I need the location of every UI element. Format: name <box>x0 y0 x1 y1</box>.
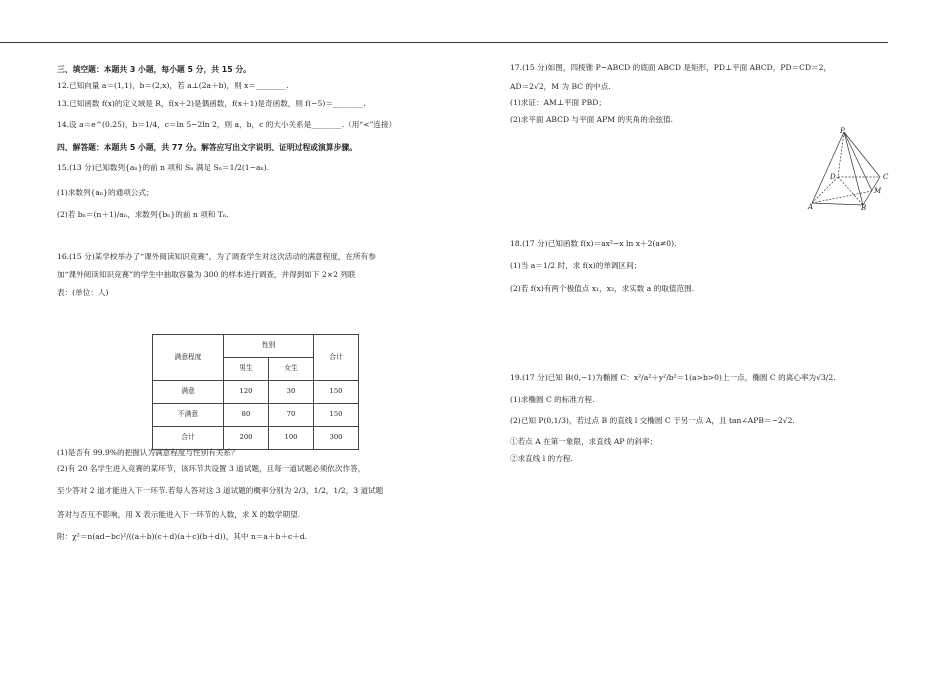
header-rule <box>0 42 888 43</box>
table-cell: 300 <box>314 427 359 450</box>
question-13: 13.已知函数 f(x)的定义域是 R，f(x＋2)是偶函数，f(x＋1)是奇函数，则 f(−5)＝________. <box>57 99 366 108</box>
pyramid-figure <box>808 127 895 212</box>
table-row <box>153 427 359 450</box>
label-P: P <box>840 127 845 135</box>
table-header-degree: 满意程度 <box>153 335 224 381</box>
question-18-part-2: (2)若 f(x)有两个极值点 x₁，x₂，求实数 a 的取值范围. <box>510 284 695 293</box>
table-row <box>153 381 359 404</box>
question-17-part-2: (2)求平面 ABCD 与平面 APM 的夹角的余弦值. <box>510 115 674 124</box>
table-cell: 80 <box>224 404 269 427</box>
table-cell: 150 <box>314 381 359 404</box>
question-17-line-1: 17.(15 分)如图，四棱锥 P−ABCD 的底面 ABCD 是矩形，PD⊥平面 ABCD，PD＝CD＝2， <box>510 63 832 72</box>
table-cell: 合计 <box>153 427 224 450</box>
chi-square-formula: 附：χ²＝n(ad−bc)²/((a＋b)(c＋d)(a＋c)(b＋d))，其中 n＝a＋b＋c＋d. <box>57 532 308 541</box>
table-cell: 满意 <box>153 381 224 404</box>
table-cell: 120 <box>224 381 269 404</box>
question-16-part-1: (1)是否有 99.9%的把握认为满意程度与性别有关系？ <box>57 448 239 457</box>
table-cell: 200 <box>224 427 269 450</box>
question-16-line-1: 16.(15 分)某学校举办了“课外阅读知识竞赛”，为了调查学生对这次活动的满意程度，在所有参 <box>57 252 376 261</box>
section-3-heading: 三、填空题：本题共 3 小题，每小题 5 分，共 15 分。 <box>57 65 251 74</box>
table-header-female: 女生 <box>269 358 314 381</box>
question-19-part-2a: ①若点 A 在第一象限，求直线 AP 的斜率； <box>510 437 658 446</box>
label-B: B <box>861 204 867 212</box>
question-17-part-1: (1)求证：AM⊥平面 PBD； <box>510 98 606 107</box>
question-19-part-1: (1)求椭圆 C 的标准方程. <box>510 395 595 404</box>
question-16-part-2-line-3: 答对与否互不影响，用 X 表示能进入下一环节的人数，求 X 的数学期望. <box>57 510 301 519</box>
table-cell: 150 <box>314 404 359 427</box>
question-18-part-1: (1)当 a＝1/2 时，求 f(x)的单调区间； <box>510 261 642 270</box>
table-cell: 100 <box>269 427 314 450</box>
question-16-part-2-line-2: 至少答对 2 道才能进入下一环节.若每人答对这 3 道试题的概率分别为 2/3，1/2，1/2，3 道试题 <box>57 486 384 495</box>
question-12: 12.已知向量 a＝(1,1)，b＝(2,x)，若 a⊥(2a＋b)，则 x＝________. <box>57 81 289 90</box>
label-M: M <box>874 187 882 195</box>
question-15: 15.(13 分)已知数列{aₙ}的前 n 项和 Sₙ 满足 Sₙ＝1/2(1−aₙ). <box>57 163 270 172</box>
label-A: A <box>808 203 814 211</box>
contingency-table <box>152 334 359 450</box>
question-19: 19.(17 分)已知 B(0,−1)为椭圆 C：x²/a²＋y²/b²＝1(a>b>0)上一点，椭圆 C 的离心率为√3/2. <box>510 373 836 382</box>
question-15-part-2: (2)若 bₙ＝(n＋1)/aₙ，求数列{bₙ}的前 n 项和 Tₙ. <box>57 210 229 219</box>
label-C: C <box>883 173 889 181</box>
question-19-part-2: (2)已知 P(0,1/3)，若过点 B 的直线 l 交椭圆 C 于另一点 A，且 tan∠APB＝−2√2. <box>510 416 795 425</box>
table-header-male: 男生 <box>224 358 269 381</box>
question-15-part-1: (1)求数列{aₙ}的通项公式； <box>57 188 154 197</box>
section-4-heading: 四、解答题：本题共 5 小题，共 77 分。解答应写出文字说明、证明过程或演算步骤。 <box>57 143 358 152</box>
table-cell: 不满意 <box>153 404 224 427</box>
table-header-total: 合计 <box>314 335 359 381</box>
question-16-part-2-line-1: (2)有 20 名学生进入竞赛的某环节，该环节共设置 3 道试题，且每一道试题必须依次作答， <box>57 464 366 473</box>
question-17-line-2: AD＝2√2，M 为 BC 的中点. <box>510 82 611 91</box>
table-cell: 30 <box>269 381 314 404</box>
table-cell: 70 <box>269 404 314 427</box>
question-18: 18.(17 分)已知函数 f(x)＝ax²−x ln x＋2(a≠0). <box>510 239 677 248</box>
table-row <box>153 404 359 427</box>
label-D: D <box>830 173 836 181</box>
table-header-gender: 性别 <box>224 335 314 358</box>
question-16-line-2: 加“课外阅读知识竞赛”的学生中抽取容量为 300 的样本进行调查，并得到如下 2×2 列联 <box>57 270 356 279</box>
question-19-part-2b: ②求直线 l 的方程. <box>510 454 573 463</box>
question-16-line-3: 表：(单位：人) <box>57 288 109 297</box>
question-14: 14.设 a＝e^(0.25)，b＝1/4，c＝ln 5−2ln 2，则 a，b，c 的大小关系是________.（用“<”连接） <box>57 120 397 129</box>
